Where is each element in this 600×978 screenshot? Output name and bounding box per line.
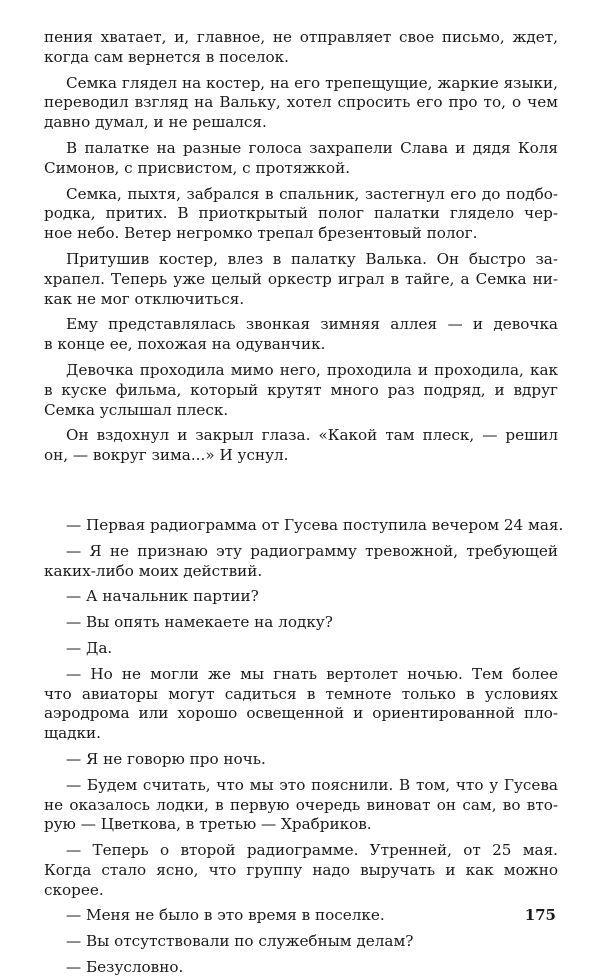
text-line: в куске фильма, который крутят много раз подряд, и вдруг [44, 380, 558, 399]
narrative-paragraph [44, 361, 558, 420]
text-line: он, — вокруг зима...» И уснул. [44, 446, 289, 465]
narrative-paragraph [44, 315, 558, 355]
text-line: — Первая радиограмма от Гусева поступила вечером 24 мая. [66, 515, 564, 534]
text-line: переводил взгляд на Вальку, хотел спросить его про то, о чем [44, 93, 558, 112]
narrative-paragraph [44, 426, 558, 466]
text-line: Девочка проходила мимо него, проходила и проходила, как [66, 360, 558, 379]
text-section-dialogue [44, 515, 564, 978]
text-line: — Я не говорю про ночь. [66, 749, 266, 768]
narrative-paragraph [44, 139, 558, 179]
text-line: в конце ее, похожая на одуванчик. [44, 335, 326, 354]
text-line: Притушив костер, влез в палатку Валька. Он быстро за- [66, 249, 558, 268]
dialogue-paragraph [44, 515, 564, 536]
text-line: — Да. [66, 638, 113, 657]
text-line: родка, притих. В приоткрытый полог палатки глядело чер- [44, 204, 558, 223]
text-line: не оказалось лодки, в первую очередь виноват он сам, во вто- [44, 795, 558, 814]
dialogue-paragraph [44, 587, 558, 607]
dialogue-paragraph [44, 542, 558, 582]
text-line: — Безусловно. [66, 958, 184, 977]
dialogue-paragraph [44, 932, 558, 952]
text-line: скорее. [44, 880, 104, 899]
text-line: щадки. [44, 724, 101, 743]
text-line: Он вздохнул и закрыл глаза. «Какой там плеск, — решил [66, 426, 558, 445]
text-line: Симонов, с присвистом, с протяжкой. [44, 158, 351, 177]
text-line: — Я не признаю эту радиограмму тревожной, требующей [66, 541, 558, 560]
text-line: как не мог отключиться. [44, 289, 245, 308]
text-line: давно думал, и не решался. [44, 113, 267, 132]
text-line: Когда стало ясно, что группу надо выручать и как можно [44, 860, 558, 879]
book-page [44, 28, 564, 978]
text-line: что авиаторы могут садиться в темноте только в условиях [44, 684, 558, 703]
dialogue-paragraph [44, 906, 558, 926]
text-line: Семка, пыхтя, забрался в спальник, застегнул его до подбо- [66, 184, 558, 203]
text-line: храпел. Теперь уже целый оркестр играл в тайге, а Семка ни- [44, 269, 558, 288]
text-line: — Меня не было в это время в поселке. [66, 906, 385, 925]
text-line: — А начальник партии? [66, 587, 259, 606]
text-line: Ему представлялась звонкая зимняя аллея — и девочка [66, 315, 558, 334]
text-line: аэродрома или хорошо освещенной и ориентированной пло- [44, 704, 558, 723]
dialogue-paragraph [44, 665, 558, 744]
text-line: — Но не могли же мы гнать вертолет ночью. Тем более [66, 664, 558, 683]
text-line: В палатке на разные голоса захрапели Слава и дядя Коля [66, 138, 558, 157]
text-line: пения хватает, и, главное, не отправляет свое письмо, ждет, [44, 28, 558, 46]
narrative-paragraph [44, 74, 558, 133]
text-section-narrative [44, 28, 558, 466]
dialogue-paragraph [44, 776, 558, 835]
text-line: ное небо. Ветер негромко трепал брезентовый полог. [44, 224, 478, 243]
dialogue-paragraph [44, 639, 558, 659]
text-line: — Вы опять намекаете на лодку? [66, 613, 333, 632]
page-number: 175 [524, 906, 556, 924]
text-line: Семка услышал плеск. [44, 400, 229, 419]
dialogue-paragraph [44, 613, 558, 633]
narrative-paragraph [44, 250, 558, 309]
dialogue-paragraph [44, 958, 558, 978]
text-line: каких-либо моих действий. [44, 561, 263, 580]
text-line: Семка глядел на костер, на его трепещущие, жаркие языки, [66, 73, 558, 92]
dialogue-paragraph [44, 841, 558, 900]
text-line: — Теперь о второй радиограмме. Утренней, от 25 мая. [66, 841, 558, 860]
text-line: — Будем считать, что мы это пояснили. В том, что у Гусева [66, 775, 558, 794]
dialogue-paragraph [44, 750, 558, 770]
text-line: когда сам вернется в поселок. [44, 47, 289, 66]
text-line: — Вы отсутствовали по служебным делам? [66, 932, 414, 951]
narrative-paragraph [44, 185, 558, 244]
text-line: рую — Цветкова, в третью — Храбриков. [44, 815, 372, 834]
narrative-paragraph [44, 28, 558, 68]
